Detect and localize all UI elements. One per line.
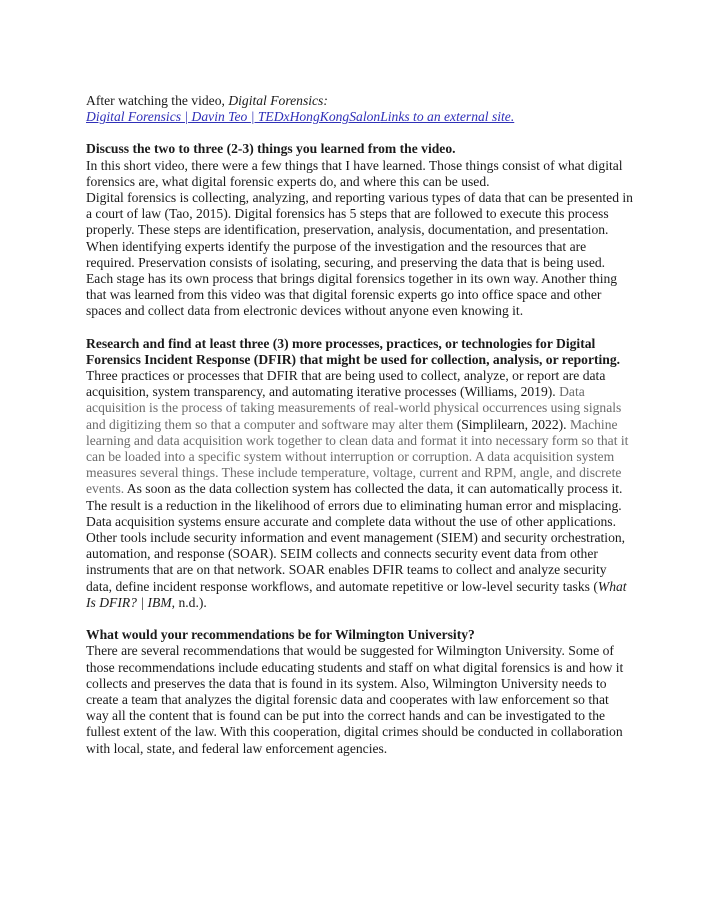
intro-line: [86, 93, 634, 109]
citation-ibm-end: , n.d.).: [171, 594, 207, 610]
quote-machine-learning: Machine learning and data acquisition work together to clean data and format it into necessary form so that it can be loaded into a specific system without interruption or corruption. A data acquisition system measures several things. These include temperature, voltage, current and RPM, angle, and discrete events.: [86, 416, 629, 497]
section3-paragraph: There are several recommendations that would be suggested for Wilmington University. Some of those recommendations include educating students and staff on what digital forensics is and how it collects and preserves the data that is found in its system. Also, Wilmington University needs to create a team that analyzes the digital forensic data and cooperates with law enforcement so that way all the content that is found can be put into the correct hands and can be investigated to the fullest extent of the law. With this cooperation, digital crimes should be conducted in collaboration with local, state, and federal law enforcement agencies.: [86, 643, 624, 756]
quote-data-acquisition: Data acquisition is the process of taking measurements of real-world physical occurrences using signals and digitizing them so that a computer and software may alter them: [86, 384, 622, 432]
section2-text-1: Three practices or processes that DFIR that are being used to collect, analyze, or report are data acquisition, system transparency, and automating iterative processes (Williams, 2019).: [86, 368, 606, 400]
video-link-text: Digital Forensics | Davin Teo | TEDxHongKongSalon: [86, 109, 381, 125]
section1-heading: Discuss the two to three (2-3) things you learned from the video.: [86, 141, 456, 157]
video-link[interactable]: [86, 109, 514, 124]
section3-heading: What would your recommendations be for Wilmington University?: [86, 627, 475, 643]
section1-paragraph-2: Digital forensics is collecting, analyzing, and reporting various types of data that can be presented in a court of law (Tao, 2015). Digital forensics has 5 steps that are followed to execute this process properly. These steps are identification, preservation, analysis, documentation, and presentation. When identifying experts identify the purpose of the investigation and the resources that are required. Preservation consists of isolating, securing, and preserving the data that is being used. Each stage has its own process that brings digital forensics together in its own way. Another thing that was learned from this video was that digital forensic experts go into office space and other spaces and collect data from electronic devices without anyone even knowing it.: [86, 190, 633, 319]
citation-ibm-title: What Is DFIR? | IBM: [86, 578, 627, 610]
section2-paragraph: [86, 368, 634, 611]
video-title: Digital Forensics:: [228, 93, 328, 108]
section1-paragraph-1: In this short video, there were a few things that I have learned. Those things consist of what digital forensics are, what digital forensic experts do, and where this can be used.: [86, 157, 623, 189]
external-link-suffix: Links to an external site.: [380, 109, 515, 125]
section2-heading: Research and find at least three (3) more processes, practices, or technologies for Digital Forensics Incident Response (DFIR) that might be used for collection, analysis, or reporting.: [86, 335, 621, 367]
intro-lead: After watching the video,: [86, 93, 229, 108]
citation-simplilearn: (Simplilearn, 2022).: [453, 416, 567, 432]
section2-text-2: As soon as the data collection system has collected the data, it can automatically process it. The result is a reduction in the likelihood of errors due to eliminating human error and misplacing. Data acquisition systems ensure accurate and complete data without the use of other applications. Other tools include security information and event management (SIEM) and security orchestration, automation, and response (SOAR). SEIM collects and connects security event data from other instruments that are on that network. SOAR enables DFIR teams to collect and analyze security data, define incident response workflows, and automate repetitive or low-level security tasks (: [86, 481, 626, 594]
video-link-line: [86, 109, 634, 125]
